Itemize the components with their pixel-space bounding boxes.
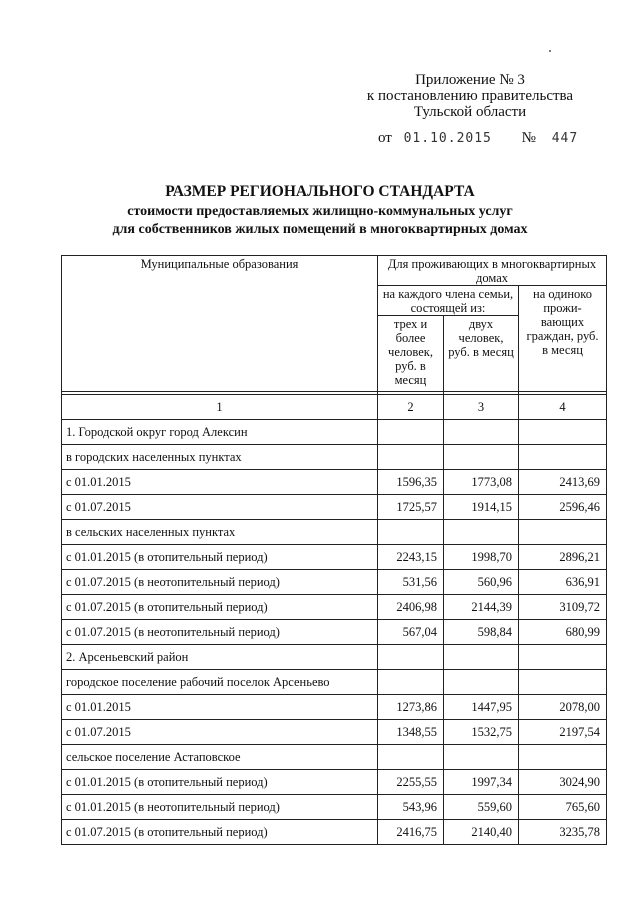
table-row — [62, 645, 607, 670]
table-row — [62, 720, 607, 745]
header-family: на каждого члена семьи, состоящей из: — [378, 286, 519, 316]
value-cell — [378, 445, 444, 470]
row-label: с 01.01.2015 — [62, 470, 378, 495]
header-group: Для проживающих в многоквартирных домах — [378, 256, 607, 286]
value-cell: 1914,15 — [444, 495, 519, 520]
value-cell: 1725,57 — [378, 495, 444, 520]
value-cell: 559,60 — [444, 795, 519, 820]
value-cell: 1532,75 — [444, 720, 519, 745]
row-label: городское поселение рабочий поселок Арсеньево — [62, 670, 378, 695]
appendix-line-1: Приложение № 3 — [415, 72, 525, 88]
table-row — [62, 420, 607, 445]
index-cell: 1 — [62, 395, 378, 420]
value-cell: 560,96 — [444, 570, 519, 595]
value-cell: 765,60 — [519, 795, 607, 820]
value-cell — [444, 445, 519, 470]
resolution-reference — [378, 130, 578, 147]
standard-table — [61, 255, 607, 845]
value-cell: 2144,39 — [444, 595, 519, 620]
appendix-line-3: Тульской области — [413, 104, 527, 120]
value-cell: 567,04 — [378, 620, 444, 645]
row-label: 1. Городской округ город Алексин — [62, 420, 378, 445]
row-label: в городских населенных пунктах — [62, 445, 378, 470]
value-cell: 2406,98 — [378, 595, 444, 620]
value-cell: 2140,40 — [444, 820, 519, 845]
row-label: с 01.07.2015 (в отопительный период) — [62, 820, 378, 845]
value-cell — [378, 670, 444, 695]
value-cell — [519, 420, 607, 445]
value-cell: 3235,78 — [519, 820, 607, 845]
value-cell — [519, 645, 607, 670]
value-cell: 3109,72 — [519, 595, 607, 620]
value-cell: 598,84 — [444, 620, 519, 645]
value-cell — [519, 445, 607, 470]
row-label: с 01.07.2015 — [62, 495, 378, 520]
value-cell: 2596,46 — [519, 495, 607, 520]
value-cell: 2896,21 — [519, 545, 607, 570]
value-cell — [519, 520, 607, 545]
value-cell: 3024,90 — [519, 770, 607, 795]
header-municipal: Муниципальные образования — [62, 256, 378, 392]
value-cell: 1997,34 — [444, 770, 519, 795]
value-cell — [519, 670, 607, 695]
resolution-number: 447 — [551, 131, 579, 146]
table-row — [62, 545, 607, 570]
value-cell — [444, 745, 519, 770]
value-cell — [444, 670, 519, 695]
row-label: с 01.01.2015 (в отопительный период) — [62, 545, 378, 570]
number-label: № — [521, 130, 536, 146]
value-cell: 1596,35 — [378, 470, 444, 495]
value-cell — [378, 420, 444, 445]
header-single: на одиноко прожи-вающих граждан, руб. в месяц — [519, 286, 607, 392]
value-cell — [519, 745, 607, 770]
row-label: с 01.01.2015 — [62, 695, 378, 720]
index-cell: 2 — [378, 395, 444, 420]
table-row — [62, 570, 607, 595]
table-row — [62, 770, 607, 795]
value-cell: 680,99 — [519, 620, 607, 645]
value-cell — [378, 520, 444, 545]
value-cell: 1447,95 — [444, 695, 519, 720]
value-cell: 2078,00 — [519, 695, 607, 720]
value-cell: 2413,69 — [519, 470, 607, 495]
value-cell: 636,91 — [519, 570, 607, 595]
document-subtitle-2: для собственников жилых помещений в многоквартирных домах — [112, 222, 528, 237]
table-row — [62, 695, 607, 720]
value-cell — [444, 420, 519, 445]
value-cell — [378, 645, 444, 670]
value-cell: 1348,55 — [378, 720, 444, 745]
scan-speck — [549, 50, 551, 52]
value-cell — [444, 520, 519, 545]
row-label: с 01.01.2015 (в неотопительный период) — [62, 795, 378, 820]
document-title: РАЗМЕР РЕГИОНАЛЬНОГО СТАНДАРТА — [165, 183, 475, 200]
table-row — [62, 820, 607, 845]
value-cell: 1773,08 — [444, 470, 519, 495]
row-label: сельское поселение Астаповское — [62, 745, 378, 770]
column-index-row — [62, 395, 607, 420]
resolution-date: 01.10.2015 — [403, 131, 492, 146]
ot-label: от — [378, 130, 392, 146]
value-cell — [444, 645, 519, 670]
table-row — [62, 495, 607, 520]
value-cell: 2243,15 — [378, 545, 444, 570]
index-cell: 3 — [444, 395, 519, 420]
table-row — [62, 795, 607, 820]
header-three: трех и более человек, руб. в месяц — [378, 316, 444, 392]
row-label: с 01.07.2015 (в неотопительный период) — [62, 620, 378, 645]
row-label: с 01.07.2015 (в неотопительный период) — [62, 570, 378, 595]
table-row — [62, 445, 607, 470]
value-cell: 543,96 — [378, 795, 444, 820]
appendix-block — [350, 72, 590, 120]
row-label: с 01.07.2015 — [62, 720, 378, 745]
value-cell: 531,56 — [378, 570, 444, 595]
table-row — [62, 745, 607, 770]
table-row — [62, 620, 607, 645]
document-subtitle-1: стоимости предоставляемых жилищно-коммунальных услуг — [127, 204, 513, 219]
value-cell — [378, 745, 444, 770]
header-two: двух человек, руб. в месяц — [444, 316, 519, 392]
value-cell: 2255,55 — [378, 770, 444, 795]
appendix-line-2: к постановлению правительства — [366, 88, 574, 104]
value-cell: 2416,75 — [378, 820, 444, 845]
table-row — [62, 520, 607, 545]
row-label: 2. Арсеньевский район — [62, 645, 378, 670]
table-row — [62, 595, 607, 620]
value-cell: 1998,70 — [444, 545, 519, 570]
value-cell: 2197,54 — [519, 720, 607, 745]
index-cell: 4 — [519, 395, 607, 420]
row-label: с 01.07.2015 (в отопительный период) — [62, 595, 378, 620]
table-row — [62, 470, 607, 495]
table-row — [62, 670, 607, 695]
row-label: с 01.01.2015 (в отопительный период) — [62, 770, 378, 795]
row-label: в сельских населенных пунктах — [62, 520, 378, 545]
value-cell: 1273,86 — [378, 695, 444, 720]
